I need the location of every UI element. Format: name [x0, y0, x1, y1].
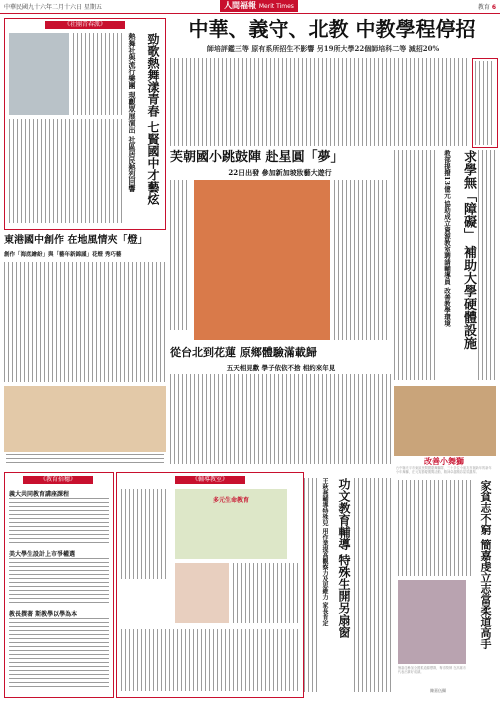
lead-sidebar: [472, 58, 498, 148]
article-text: [170, 374, 392, 464]
counseling-box: [116, 472, 304, 698]
newspaper-logo: [220, 0, 298, 12]
article-text: [9, 119, 123, 223]
page-number: 6: [491, 4, 496, 11]
masthead: [0, 0, 500, 14]
lion-dance-caption-art: 改善小舞獅: [424, 456, 464, 466]
logo-text: 人間福報: [224, 1, 257, 10]
lead-deck: 師培評鑑三等 原有系所招生不影響 另19所大學22個師培科二等 減招20%: [206, 44, 440, 53]
judo-caption: 簡嘉虔參加全國柔道錦標賽，奪得獎牌 在高雄市代表出賽好成績。: [398, 666, 466, 674]
lion-dance-caption: 台中縣光平市東區民間國慶舞獅隊，三十多位小朋友首創新年的新年小年舞獅，在元宵節慶期間活動，精神卓越精彩氣氛濃厚。: [396, 466, 492, 474]
club-deck: 熱舞社與流行樂團 現觀眾展演出 社區居民熱烈回響: [128, 33, 137, 192]
photo-drum-troupe: [194, 180, 330, 340]
article-text: [9, 558, 109, 604]
article-text: [9, 618, 109, 690]
photo-caption: [6, 454, 164, 464]
brief-title: 義大共同教育講座課程: [9, 491, 70, 498]
article-text: [354, 478, 394, 692]
photo-lanterns: [4, 386, 166, 452]
issue-date: 中華民國九十六年二月十六日 星期五: [4, 4, 102, 11]
column-label: 《輔導教室》: [175, 476, 245, 484]
lead-headline: 中華、義守、北教 中教學程停招: [188, 17, 476, 41]
judo-headline: 家貧志不窮 簡嘉虔立志當柔道高手: [479, 480, 492, 649]
photo-credit: 陳嘉伍攝: [430, 688, 446, 693]
article-text: [304, 478, 318, 692]
photo-counselor: [175, 563, 229, 623]
article-text: [398, 480, 474, 576]
brief-title: 美大學生設計上市爭權選: [9, 551, 76, 558]
article-text: [4, 262, 168, 382]
education-briefs-box: [4, 472, 114, 698]
illustration-title: 多元生命教育: [212, 497, 249, 504]
aboriginal-trip-headline: 從台北到花蓮 原鄉體驗滿載歸: [170, 346, 317, 359]
column-label: 《教育拾穗》: [23, 476, 93, 484]
article-text: [475, 61, 495, 145]
club-feature-box: [4, 18, 166, 230]
article-text: [170, 180, 190, 330]
club-headline: 勁歌熱舞漾青春 七賢國中才藝炫: [146, 33, 160, 206]
article-text: [233, 563, 299, 623]
column-label: 《社團青春派》: [45, 21, 125, 29]
section-label: [478, 2, 496, 11]
article-text: [394, 150, 438, 380]
tutoring-headline: 功文教育輔導 特殊生開另扇窗: [337, 478, 351, 639]
drum-troupe-deck: 22日出發 參加新加坡妝藝大遊行: [228, 168, 332, 177]
photo-lion-dance: [394, 386, 496, 456]
article-text: [73, 33, 123, 115]
article-text: [121, 629, 299, 691]
accessibility-deck: 教部提撥13億元 協助成立資源教室聘請輔導員 改善教學環境: [443, 150, 451, 327]
tutoring-deck: 王秋燕輔導特殊兒 用作業提高觀察力及思維力 家長肯定: [321, 478, 328, 627]
photo-judo-student: [398, 580, 466, 664]
article-text: [121, 489, 169, 579]
article-text: [478, 150, 496, 380]
photo-dance: [9, 33, 69, 115]
article-text: [334, 180, 390, 340]
lantern-deck: 創作「海底繪紛」與「藝年新錦謹」花燈 秀巧藝: [4, 252, 122, 258]
brief-title: 教長撰著 斯教學以學為本: [9, 611, 78, 618]
article-text: [9, 498, 109, 544]
lead-article-text: [170, 58, 470, 146]
drum-troupe-headline: 芙朝國小跳鼓陣 赴星圓「夢」: [170, 150, 344, 165]
section-name: 教育: [477, 4, 490, 11]
aboriginal-trip-deck: 五天相見歡 學子依依不捨 相約來年見: [226, 364, 336, 372]
logo-sub: Merit Times: [258, 3, 294, 10]
lantern-headline: 東港國中創作 在地風情夾「燈」: [4, 235, 148, 246]
accessibility-headline: 求學無「障礙」 補助大學硬體設施: [461, 150, 476, 350]
